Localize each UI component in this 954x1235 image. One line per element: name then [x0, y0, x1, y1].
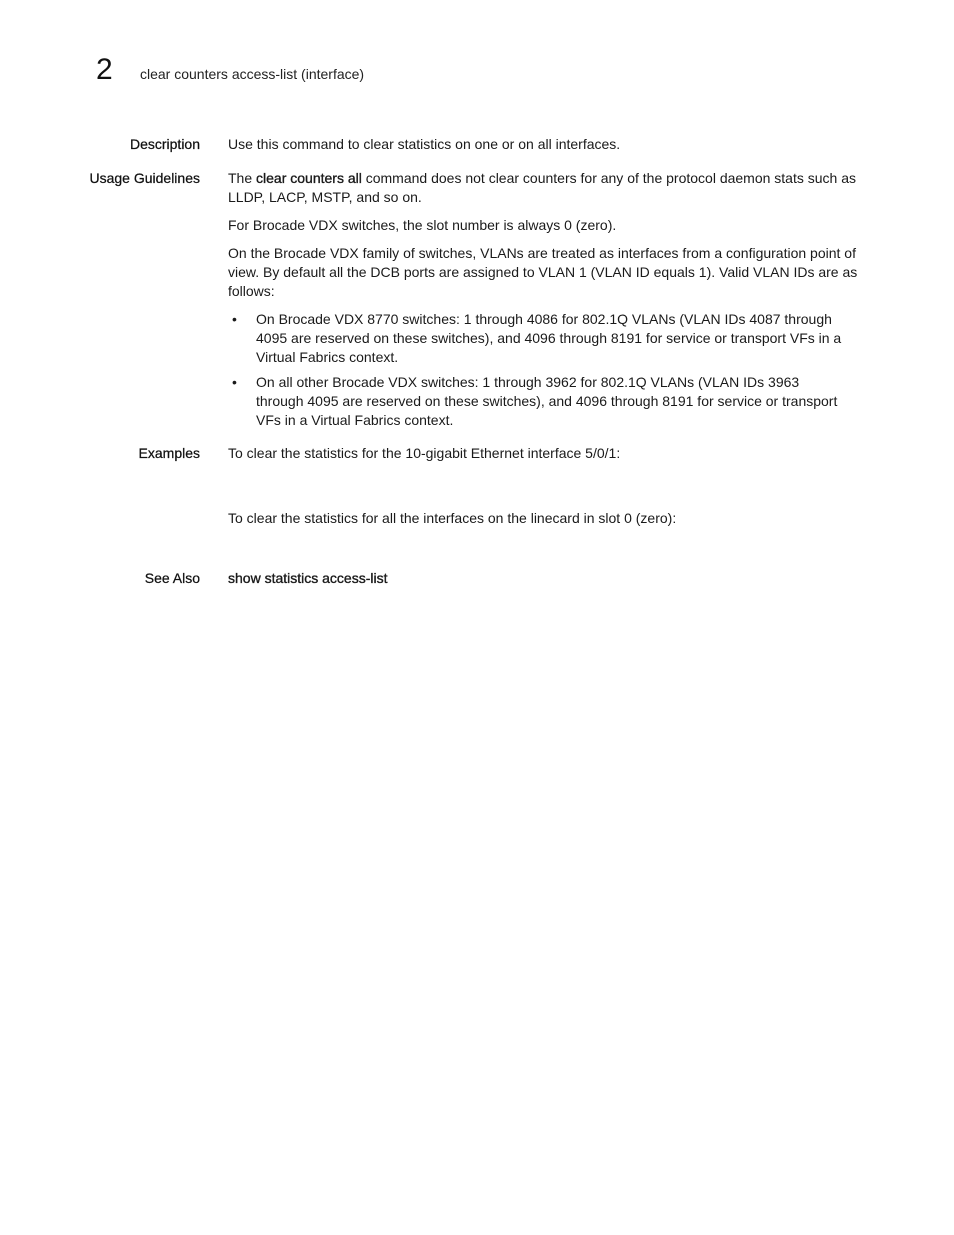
command-name: clear counters all: [256, 170, 362, 186]
list-item: [228, 310, 846, 367]
chapter-number: 2: [96, 53, 113, 86]
vlan-bullet-list: [228, 310, 868, 430]
see-also-body: [228, 569, 868, 597]
see-also-label: See Also: [144, 570, 200, 586]
bullet-text: On all other Brocade VDX switches: 1 through 3962 for 802.1Q VLANs (VLAN IDs 3963 through 4095 are reserved on these switches), and 4096 through 8191 for service or transport VFs in a Virtual Fabrics context.: [256, 374, 838, 428]
see-also-link[interactable]: show statistics access-list: [228, 570, 388, 586]
usage-p1-suffix: command does not clear counters for any of the protocol daemon stats such as LLDP, LACP, MSTP, and so on.: [228, 170, 856, 205]
list-item: [228, 373, 846, 430]
usage-guidelines-label: Usage Guidelines: [89, 170, 200, 186]
running-title: clear counters access-list (interface): [140, 66, 365, 82]
usage-p1-prefix: The: [228, 170, 257, 186]
description-text: Use this command to clear statistics on one or on all interfaces.: [228, 136, 621, 152]
example-1-text: To clear the statistics for the 10-gigabit Ethernet interface 5/0/1:: [228, 445, 621, 461]
example-2-text: To clear the statistics for all the interfaces on the linecard in slot 0 (zero):: [228, 510, 677, 526]
bullet-icon: •: [232, 311, 237, 327]
usage-paragraph-1: [228, 169, 868, 207]
usage-paragraph-2: For Brocade VDX switches, the slot number is always 0 (zero).: [228, 217, 617, 233]
bullet-text: On Brocade VDX 8770 switches: 1 through 4086 for 802.1Q VLANs (VLAN IDs 4087 through 4095 are reserved on these switches), and 4096 through 8191 for service or transport VFs in a Virtual Fabrics context.: [256, 311, 842, 365]
usage-paragraph-3: On the Brocade VDX family of switches, VLANs are treated as interfaces from a configuration point of view. By default all the DCB ports are assigned to VLAN 1 (VLAN ID equals 1). Valid VLAN IDs are as follows:: [228, 245, 858, 299]
examples-body-2: [228, 509, 868, 537]
bullet-icon: •: [232, 374, 237, 390]
examples-label: Examples: [138, 445, 200, 461]
description-body: [228, 135, 868, 163]
description-label: Description: [129, 136, 200, 152]
examples-body: [228, 444, 868, 472]
usage-guidelines-body: [228, 169, 868, 436]
